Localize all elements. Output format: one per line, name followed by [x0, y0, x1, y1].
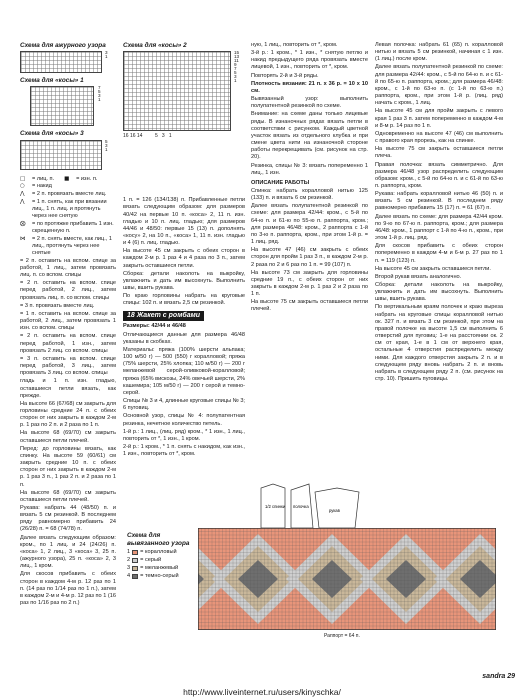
legend-text: = 2 п. оставить на вспом. спице за работой, 1 лиц., затем провязать лиц. п. со вспом. спицы — [20, 257, 116, 279]
text-paragraph: На высоте 66 (67/68) см закрыть для горловины средние 24 п. с обеих сторон от них закрыть в каждом 2-м р. 1 раз по 2 п. и 2 раза по 1 п. — [20, 400, 116, 429]
text-paragraph: гладь и 1 п. изн. гладью, оставшиеся петли вязать, как прежде. — [20, 378, 116, 399]
text-paragraph: На высоте 75 см закрыть оставшиеся петли плечей. — [251, 299, 368, 313]
legend-text: = 1 п. оставить на вспом. спице за работой, 2 лиц., затем провязать 1 изн. со вспом. спицы — [20, 310, 116, 332]
text-paragraph: Спинка: набрать коралловой нитью 125 (133) п. и вязать 6 см резинкой. — [251, 187, 368, 202]
legend-item: □ = лиц. п. ■ = изн. п. — [20, 175, 98, 182]
legend-text: = 3 п. провязать вместе лиц. — [20, 302, 95, 309]
text-paragraph: На высоте 68 (69/70) см закрыть оставшиеся петли плечей. — [20, 489, 116, 503]
text-paragraph: На высоте 68 (69/70) см закрыть оставшиеся петли плечей. — [20, 430, 116, 444]
colorwork-legend-item: 1 = коралловый — [127, 549, 177, 556]
legend-text: = 2 п. оставить на вспом. спице перед работой, 2 лиц., затем провязать лиц. п. со вспом. спицы — [20, 280, 116, 301]
legend — [20, 176, 116, 378]
text-paragraph: На высоте 45 см закрыть оставшиеся петли. — [375, 265, 491, 272]
text-paragraph: На высоте 75 см закрыть оставшиеся петли плеча. — [375, 146, 503, 160]
text-paragraph: На высоте 45 см для пройм закрыть с левого края 1 раз 3 п. затем попеременно в каждом 4-м и 8-м р. 14 раз по 1 п. — [375, 108, 503, 129]
text-paragraph: На высоте 73 см закрыть для горловины средние 19 п., с обеих сторон от них закрыть в каждом 2-м р. 1 раз 2 и 2 раза по 1 п. — [251, 269, 368, 298]
colorwork-legend-item: 4 = темно-серый — [127, 572, 179, 579]
text-paragraph: Далее вязать полупатентной резинкой по схеме: для размера 42/44: кром., с 5-й по 64-ю п. и с 61-й по 65-ю п. раппорта, кром.; для размера 46/48: кром., с 1-й по 63-ю п. (с 1-й по 63-ю п.) раппорта, кром., при этом 1-й р. (лиц. ряд) начать с кром., 1 лиц. — [375, 64, 503, 107]
text-paragraph: Резинка, спицы № 3: вязать попеременно 1 лиц., 1 изн. — [251, 162, 368, 176]
schematic-label-front: полочка — [293, 504, 309, 509]
kosy2-column-numbers: 16 16 14 5 3 1 — [123, 133, 172, 140]
color-swatch — [132, 558, 138, 563]
pattern-row-1: 1-й р.: 1 лиц., (лиц. ряд) кром., * 1 изн., 1 лиц., повторить от *, 1 изн., 1 кром. — [123, 428, 245, 442]
pattern-description: Основной узор, спицы № 4: полупатентная резинка, нечетное количество петель. — [123, 413, 245, 427]
schematic-label-back: 1/2 спинки — [265, 504, 286, 509]
work-description-title: ОПИСАНИЕ РАБОТЫ — [251, 179, 310, 186]
text-paragraph: Перед: до горловины вязать, как спинку. На высоте 59 (60/61) см закрыть средние 10 п. с обеих сторон от них закрыть в каждом 2-м р. 1 раз 3 п., 1 раз 2 п. и 2 раза по 1 п. — [20, 445, 116, 488]
rapport-label: Раппорт = 64 п. — [324, 633, 360, 639]
text-paragraph: Далее вязать по схеме: для размера 42/44 кром. по 9-ю по 67-ю п. раппорта, кром.; для размера 46/48: кром., 1 раппорт с 1-й по 4-ю п., кром., при этом 1-й р. лиц. ряд. — [375, 213, 503, 242]
text-paragraph: 3-й р.: 1 кром., * 1 изн., * снятую петлю и накид предыдущего ряда провязать вместе лицевой, 1 изн., повторить от *, кром. — [251, 50, 368, 71]
sizes-note: Отличающиеся данные для размера 46/48 указаны в скобках. — [123, 331, 245, 345]
kosy3-chart-title: Схема для «косы» 3 — [20, 130, 84, 138]
text-paragraph: Второй рукав вязать аналогично. — [375, 273, 462, 280]
sizes: Размеры: 42/44 и 46/48 — [123, 323, 186, 330]
legend-item: ⋀ = 2 п. провязать вместе лиц. — [20, 191, 107, 198]
text-paragraph: Правая полочка: вязать симметрично. Для размера 46/48 узор распределить следующим образом: кром., с 5-й по 64-ю п. и с 61-й по 63-ю п. раппорта, кром. — [375, 161, 503, 189]
column-left — [20, 42, 116, 642]
column-second — [123, 42, 245, 532]
text-paragraph: На высоте 47 (46) см закрыть с обеих сторон для пройм 1 раз 3 п., в каждом 2-м р. 2 раза по 2 и 6 раз по 1 п. = 99 (107) п. — [251, 247, 368, 268]
legend-item: ⋀ = 1 п. снять, как при вязании лиц., 1 п. лиц. и протянуть через нее снятую — [20, 198, 107, 220]
text-paragraph: Далее вязать полупатентной резинкой по схеме: для размера 42/44: кром., с 5-й по 64-ю п. и 61-ю по 55-ю п. раппорта, кром.; для размера 46/48: кром., 2 раппорта с 1-й по 3-ю п. раппорта, кром., при этом 1-й р. = 1 лиц. ряд. — [251, 203, 368, 246]
legend-item: ⋈ = 2 п. снять вместе, как лиц., 1 лиц., протянуть через нее снятые — [20, 235, 112, 257]
text-paragraph: Для скосов прибавить с обеих сторон попеременно в каждом 4-м и 6-м р. 27 раз по 1 п. = 119 (123) п. — [375, 243, 503, 264]
text-paragraph: 1 п. = 126 (134/138) п. Прибавленные петли вязать следующим образом: для размеров 40/42 на первые 10 п. «коса» 2, 11 п. изн. гладью и 10 п. лиц. гладью; для размеров 44/46 и 48/50: первые 15 (13) п. дополнять «косу» 2, на 10 п., «коса» 1, 11 п. изн. гладью и 4 (6) п. лиц. гладью. — [123, 197, 245, 247]
column-right — [375, 42, 503, 562]
section-title: 18 Жакет с ромбами — [123, 311, 204, 322]
text-paragraph: ную, 1 лиц., повторить от *, кром. — [251, 42, 338, 48]
pattern-row-2: 2-й р.: 1 кром., * 1 п. снять с накидом, как изн., 1 изн., повторить от *, кром. — [123, 443, 245, 458]
text-paragraph: Рукава: набрать 44 (48/50) п. и вязать 5 см резинкой. В последнем ряду равномерно прибавить 24 (26/28) п. = 68 (74/78) п. — [20, 505, 116, 533]
legend-item: ○ = накид — [20, 183, 52, 190]
materials: Материалы: пряжа (100% шерсти альпака; 100 м/50 г) — 500 (550) г коралловой; пряжа (75% шерсти, 25% хлопка; 110 м/50 г) — 200 г меланжевой серой-оливковой-коралловой; пряжа (65% вискозы, 24% овечьей шерсти, 2% кашемира; 105 м/50 г) — 200 г серой и темно-серой. — [123, 346, 245, 396]
garment-schematic — [253, 478, 373, 530]
legend-text: = 3 п. оставить на вспом. спице перед работой, 3 лиц., затем провязать 3 лиц. со вспом. спицы — [20, 355, 116, 377]
text-paragraph: Одновременно на высоте 47 (46) см выполнить с правого края прорезь, как на спинке. — [375, 130, 503, 145]
ajur-chart: 3 1 — [20, 51, 116, 77]
text-paragraph: Сборка: детали наколоть на выкройку, увлажнить и дать им высохнуть. Выполнить швы, вшить рукава. — [375, 282, 503, 303]
colorwork-legend-item: 3 = меланжевый — [127, 564, 179, 571]
ajur-chart-title: Схема для ажурного узора — [20, 42, 106, 49]
attention-note: Внимание: на схеме даны только лицевые ряды. В изнаночных рядах вязать петли в соответствии с рисунком. Каждый цветной участок вязать из отдельного клубка и при смене цвета нити на изнаночной стороне работы перекрещивать (см. рисунок на стр. 20). — [251, 111, 368, 161]
legend-symbol: □ — [20, 175, 26, 182]
schematic-label-sleeve: рукав — [329, 508, 340, 513]
page-number: 29 — [507, 673, 515, 681]
text-paragraph: По краю горловины набрать на круговые спицы: 102 п. и вязать 2,5 см резинкой. — [123, 293, 245, 307]
text-paragraph: На высоте 45 см закрыть с обеих сторон в каждом 2-м р. 1 раз 4 и 4 раза по 3 п., затем закрыть оставшиеся петли. — [123, 248, 245, 269]
text-paragraph: По вертикальным краям полочек и краю выреза набрать на круговые спицы коралловой нитью ок. 327 п. и вязать 3 см резинкой, при этом на правой полочке на высоте 1,5 см выполнить 6 отверстий для пуговиц: 1-е на расстоянии ок. 2 см от края, 1-е в 1 см от верхнего края, остальные 4 отверстия распределить между ними. Для каждого отверстия закрыть 2 п. и в следующем ряду вновь набрать 2 п. и вновь набрать в следующем ряду 2 п. (см. рисунок на стр. 10). Пришить пуговицы. — [375, 304, 503, 383]
colorwork-chart-grid — [198, 528, 496, 630]
source-url: http://www.liveinternet.ru/users/kinyschka/ — [183, 687, 341, 698]
tools: Спицы № 3 и 4, длинные круговые спицы № 3; 6 пуговиц. — [123, 398, 245, 412]
color-swatch — [132, 550, 138, 555]
kosy1-chart: 7 5 3 1 — [20, 86, 116, 130]
colorwork-chart-title: Схема для вывязанного узора — [127, 532, 190, 548]
text-paragraph: Сборка: детали наколоть на выкройку, увлажнить и дать им высохнуть. Выполнить швы, вшить рукава. — [123, 270, 245, 292]
color-swatch — [132, 566, 138, 571]
text-paragraph: Повторять 2-й и 3-й ряды. — [251, 72, 319, 79]
kosy3-chart: 5 3 1 — [20, 140, 116, 174]
text-paragraph: Рукава: набрать коралловой нитью 46 (50) п. и вязать 5 см резинкой. В последнем ряду равномерно прибавить 15 (17) п. = 61 (67) п. — [375, 191, 503, 212]
colorwork-chart — [198, 528, 496, 630]
kosy2-chart-title: Схема для «косы» 2 — [123, 42, 187, 49]
text-paragraph: Левая полочка: набрать 61 (65) п. коралловой нитью и вязать 5 см резинкой, начиная с 1 изн. (1 лиц.) после кром. — [375, 42, 503, 63]
color-swatch — [132, 574, 138, 579]
text-paragraph: Далее вязать следующим образом: кром., по 1 лиц. и 24 (24/26) п. «коса» 1, 2 лиц., 3 «коса» 3, 25 п. (ажурного узора), 25 п. «коса» 2, 3 лиц., 1 кром. — [20, 534, 116, 570]
column-third — [251, 42, 368, 442]
text-paragraph: Для скосов прибавить с обеих сторон в каждом 4-м р. 12 раз по 1 п. (14 раз по 1/14 раз по 1 п.), затем в каждом 2-м и 4-м р. 12 раз по 1 (16 раз по 1/16 раз по 2 п.) — [20, 571, 116, 607]
kosy1-chart-title: Схема для «косы» 1 — [20, 77, 84, 85]
colorwork-legend-item: 2 = серый — [127, 557, 162, 564]
text-paragraph: Вывязанный узор: выполнить полупатентной резинкой по схеме. — [251, 96, 368, 110]
kosy2-chart: 15 13 11 9 7 5 3 1 16 16 14 5 3 1 — [123, 50, 240, 140]
legend-item: ⨂ = по протяжке прибавить 1 изн. скрещенную п. — [20, 220, 114, 235]
magazine-brand: sandra 29 — [482, 673, 515, 681]
colorwork-chart-legend — [127, 532, 199, 580]
colorwork-legend-list — [127, 549, 199, 579]
gauge: Плотность вязания: 21 п. х 36 р. = 10 х 10 см. — [251, 80, 368, 94]
legend-text: = 2 п. оставить на вспом. спице перед работой, 1 изн., затем провязать 2 лиц. со вспом. спицы — [20, 333, 116, 354]
